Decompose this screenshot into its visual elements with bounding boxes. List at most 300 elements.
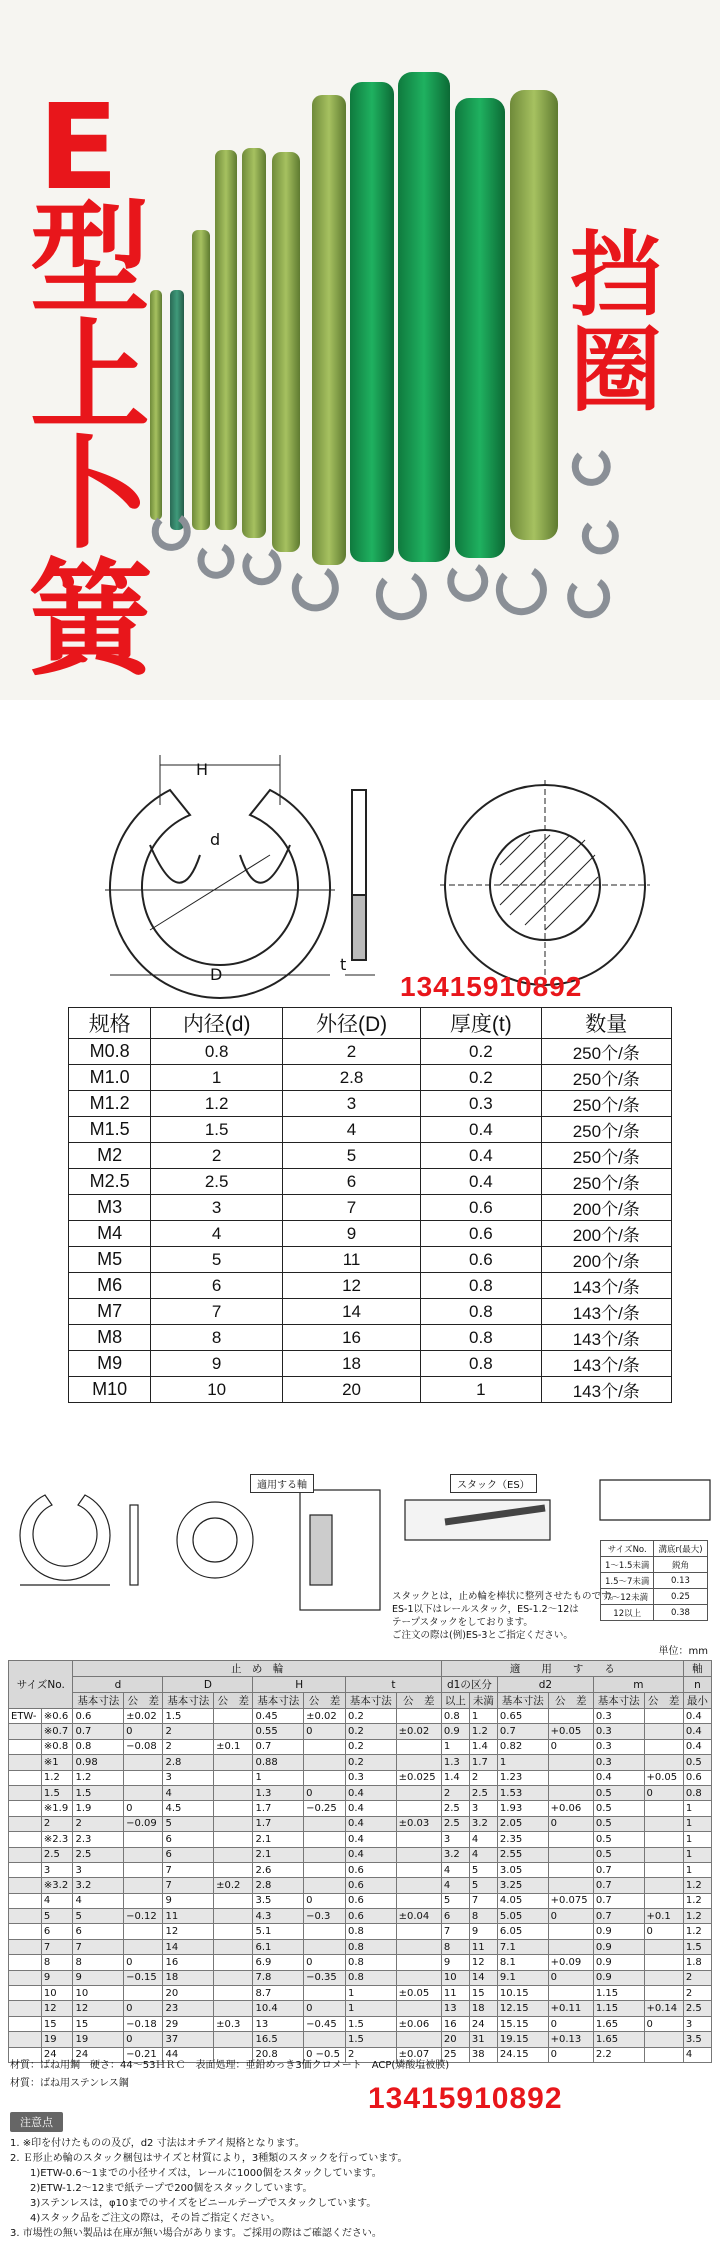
jp-table-cell: 0.5 bbox=[593, 1832, 644, 1847]
jp-table-cell bbox=[9, 1785, 42, 1800]
jp-table-row bbox=[9, 1739, 712, 1754]
spec-cell: 7 bbox=[151, 1299, 283, 1325]
jp-table-cell: 8 bbox=[73, 1955, 124, 1970]
jp-table-cell bbox=[644, 1862, 683, 1877]
groove-radius-table bbox=[600, 1540, 708, 1621]
jp-table-cell: 14 bbox=[163, 1939, 214, 1954]
jp-dimension-table bbox=[8, 1660, 712, 2063]
jp-table-cell bbox=[124, 1939, 163, 1954]
jp-table-cell: 20 bbox=[163, 1986, 214, 2001]
mini-cell: 1.5～7未満 bbox=[601, 1573, 654, 1589]
jp-table-cell: 2.5 bbox=[683, 2001, 711, 2016]
jp-table-cell: 2.5 bbox=[73, 1847, 124, 1862]
spec-cell: 250个/条 bbox=[541, 1065, 671, 1091]
jp-table-cell: 9 bbox=[469, 1924, 497, 1939]
jp-table-cell: 3.05 bbox=[497, 1862, 548, 1877]
jp-cell-header: 公 差 bbox=[644, 1693, 683, 1709]
jp-table-cell bbox=[396, 1739, 441, 1754]
label-H: H bbox=[196, 760, 209, 779]
jp-table-cell: 0.9 bbox=[441, 1724, 469, 1739]
spec-cell: 250个/条 bbox=[541, 1169, 671, 1195]
spec-row bbox=[69, 1117, 672, 1143]
jp-table-row bbox=[9, 1847, 712, 1862]
jp-table-cell: 0.88 bbox=[253, 1755, 304, 1770]
jp-table-cell bbox=[396, 2001, 441, 2016]
jp-table-cell: 7.1 bbox=[497, 1939, 548, 1954]
spec-cell: 10 bbox=[151, 1377, 283, 1403]
jp-table-row bbox=[9, 2001, 712, 2016]
jp-table-cell: 3.25 bbox=[497, 1878, 548, 1893]
spec-cell: 6 bbox=[151, 1273, 283, 1299]
jp-table-cell: 11 bbox=[441, 1986, 469, 2001]
jp-table-cell bbox=[214, 1893, 253, 1908]
spec-cell: 143个/条 bbox=[541, 1377, 671, 1403]
jp-table-cell: 1.2 bbox=[41, 1770, 73, 1785]
jp-table-cell: 15.15 bbox=[497, 2016, 548, 2031]
jp-table-cell: 0.5 bbox=[593, 1801, 644, 1816]
jp-table-cell bbox=[548, 1862, 593, 1877]
spec-cell: 2 bbox=[151, 1143, 283, 1169]
mini-header: サイズNo. bbox=[601, 1541, 654, 1557]
jp-table-cell bbox=[124, 1785, 163, 1800]
jp-table-cell: 0.8 bbox=[683, 1785, 711, 1800]
jp-table-cell: ±0.06 bbox=[396, 2016, 441, 2031]
jp-table-cell: 3.5 bbox=[683, 2032, 711, 2047]
jp-table-cell: 20 bbox=[441, 2032, 469, 2047]
label-d: d bbox=[210, 830, 221, 849]
jp-table-cell: 1.4 bbox=[441, 1770, 469, 1785]
jp-table-cell: 0.6 bbox=[345, 1878, 396, 1893]
jp-table-row bbox=[9, 1893, 712, 1908]
spec-cell: M2.5 bbox=[69, 1169, 151, 1195]
jp-table-cell bbox=[548, 1755, 593, 1770]
spec-cell: 143个/条 bbox=[541, 1273, 671, 1299]
jp-table-cell: −0.25 bbox=[304, 1801, 346, 1816]
jp-table-cell: 0.2 bbox=[345, 1739, 396, 1754]
spec-cell: 1.5 bbox=[151, 1117, 283, 1143]
jp-table-cell bbox=[396, 1955, 441, 1970]
jp-table-cell bbox=[124, 1832, 163, 1847]
jp-table-cell bbox=[548, 1847, 593, 1862]
jp-table-cell: 2 bbox=[41, 1816, 73, 1831]
jp-table-cell bbox=[644, 1955, 683, 1970]
jp-table-cell: 4.05 bbox=[497, 1893, 548, 1908]
jp-table-cell: 0.9 bbox=[593, 1970, 644, 1985]
spec-cell: 250个/条 bbox=[541, 1143, 671, 1169]
jp-table-cell: 0 −0.5 bbox=[304, 2047, 346, 2062]
jp-table-cell: 12.15 bbox=[497, 2001, 548, 2016]
jp-table-cell: 0 bbox=[548, 2016, 593, 2031]
jp-table-cell: 2 bbox=[73, 1816, 124, 1831]
jp-cell-header: 公 差 bbox=[214, 1693, 253, 1709]
jp-table-cell: −0.09 bbox=[124, 1816, 163, 1831]
jp-table-cell: 8 bbox=[41, 1955, 73, 1970]
jp-table-cell: 1 bbox=[345, 2001, 396, 2016]
jp-table-cell: 0.3 bbox=[593, 1724, 644, 1739]
jp-table-cell: 6.05 bbox=[497, 1924, 548, 1939]
jp-table-cell bbox=[214, 1939, 253, 1954]
jp-table-cell: 0.7 bbox=[497, 1724, 548, 1739]
jp-table-cell: 1.2 bbox=[683, 1909, 711, 1924]
jp-table-cell bbox=[304, 1770, 346, 1785]
jp-table-cell: 2 bbox=[441, 1785, 469, 1800]
jp-table-cell: 10 bbox=[441, 1970, 469, 1985]
jp-table-cell: 8.1 bbox=[497, 1955, 548, 1970]
jp-table-cell: 6 bbox=[73, 1924, 124, 1939]
jp-table-cell: 13 bbox=[253, 2016, 304, 2031]
jp-table-cell: 1.65 bbox=[593, 2016, 644, 2031]
spec-cell: 9 bbox=[282, 1221, 420, 1247]
jp-table-cell: 1.2 bbox=[683, 1878, 711, 1893]
jp-table-cell: 0.2 bbox=[345, 1724, 396, 1739]
label-stack: スタック（ES） bbox=[450, 1474, 537, 1493]
jp-table-cell: 8.7 bbox=[253, 1986, 304, 2001]
jp-table-cell: 0.98 bbox=[73, 1755, 124, 1770]
jp-table-cell: 7 bbox=[163, 1878, 214, 1893]
jp-table-cell: 4 bbox=[683, 2047, 711, 2062]
jp-table-cell bbox=[644, 1939, 683, 1954]
jp-cell-header: 公 差 bbox=[396, 1693, 441, 1709]
jp-table-cell: +0.09 bbox=[548, 1955, 593, 1970]
jp-table-row bbox=[9, 1816, 712, 1831]
spec-cell: 0.8 bbox=[421, 1299, 541, 1325]
jp-table-cell: 2.1 bbox=[253, 1847, 304, 1862]
jp-table-cell: ±0.3 bbox=[214, 2016, 253, 2031]
jp-table-cell: 1.2 bbox=[683, 1924, 711, 1939]
jp-cell-header: 基本寸法 bbox=[593, 1693, 644, 1709]
jp-table-cell bbox=[644, 1847, 683, 1862]
jp-table-cell bbox=[304, 1939, 346, 1954]
jp-table-cell: 2.05 bbox=[497, 1816, 548, 1831]
jp-table-cell bbox=[304, 1739, 346, 1754]
jp-table-cell: +0.075 bbox=[548, 1893, 593, 1908]
spec-row bbox=[69, 1299, 672, 1325]
jp-table-cell: 7 bbox=[469, 1893, 497, 1908]
jp-table-cell bbox=[548, 1986, 593, 2001]
jp-table-row bbox=[9, 1970, 712, 1985]
jp-table-cell: 20.8 bbox=[253, 2047, 304, 2062]
jp-table-cell: 2 bbox=[469, 1770, 497, 1785]
jp-table-cell bbox=[304, 1878, 346, 1893]
jp-table-cell: 0.8 bbox=[345, 1955, 396, 1970]
jp-table-cell: 24 bbox=[41, 2047, 73, 2062]
jp-table-cell bbox=[396, 1893, 441, 1908]
jp-table-cell: 0.7 bbox=[593, 1862, 644, 1877]
jp-table-cell: 4 bbox=[441, 1862, 469, 1877]
spec-row bbox=[69, 1325, 672, 1351]
jp-table-cell: 2.5 bbox=[441, 1816, 469, 1831]
spec-cell: 4 bbox=[151, 1221, 283, 1247]
jp-table-cell: 4 bbox=[73, 1893, 124, 1908]
jp-table-cell: 10.15 bbox=[497, 1986, 548, 2001]
jp-table-cell bbox=[396, 1878, 441, 1893]
jp-table-cell bbox=[304, 2032, 346, 2047]
jp-table-cell: 1 bbox=[683, 1832, 711, 1847]
jp-table-cell: 0.7 bbox=[593, 1893, 644, 1908]
spec-cell: 0.2 bbox=[421, 1039, 541, 1065]
jp-cell-header: 公 差 bbox=[304, 1693, 346, 1709]
jp-table-cell: 5.1 bbox=[253, 1924, 304, 1939]
jp-table-cell: +0.1 bbox=[644, 1909, 683, 1924]
jp-table-cell: 9.1 bbox=[497, 1970, 548, 1985]
jp-table-cell: 5 bbox=[163, 1816, 214, 1831]
spec-cell: M0.8 bbox=[69, 1039, 151, 1065]
spec-row bbox=[69, 1065, 672, 1091]
jp-table-cell bbox=[9, 1862, 42, 1877]
spec-cell: 9 bbox=[151, 1351, 283, 1377]
jp-table-cell bbox=[214, 1785, 253, 1800]
jp-table-row bbox=[9, 1709, 712, 1724]
jp-table-cell bbox=[9, 2016, 42, 2031]
jp-table-cell: 5 bbox=[469, 1862, 497, 1877]
mini-cell: 0.38 bbox=[654, 1605, 707, 1621]
jp-table-cell: 0.55 bbox=[253, 1724, 304, 1739]
jp-sub-d2: d2 bbox=[497, 1677, 593, 1693]
jp-table-cell: 6.1 bbox=[253, 1939, 304, 1954]
jp-table-cell bbox=[9, 1924, 42, 1939]
jp-table-cell: ±0.2 bbox=[214, 1878, 253, 1893]
jp-table-cell bbox=[304, 1862, 346, 1877]
jp-table-cell: 19.15 bbox=[497, 2032, 548, 2047]
jp-table-cell: 2.3 bbox=[73, 1832, 124, 1847]
mini-cell: 鋭角 bbox=[654, 1557, 707, 1573]
jp-table-cell: −0.35 bbox=[304, 1970, 346, 1985]
jp-table-cell: 5.05 bbox=[497, 1909, 548, 1924]
jp-table-cell: 4 bbox=[441, 1878, 469, 1893]
jp-header-applicable: 適 用 す る bbox=[441, 1661, 683, 1677]
jp-table-cell: 1.2 bbox=[469, 1724, 497, 1739]
jp-table-cell: 1.5 bbox=[41, 1785, 73, 1800]
jp-sub-n: n bbox=[683, 1677, 711, 1693]
jp-table-cell: 9 bbox=[73, 1970, 124, 1985]
jp-table-cell: 0.4 bbox=[345, 1785, 396, 1800]
jp-table-cell: 1.7 bbox=[253, 1801, 304, 1816]
jp-table-cell: +0.05 bbox=[644, 1770, 683, 1785]
jp-header-ring: 止 め 輪 bbox=[73, 1661, 441, 1677]
jp-table-row bbox=[9, 1770, 712, 1785]
jp-table-cell bbox=[644, 1755, 683, 1770]
jp-table-cell: 0 bbox=[644, 1785, 683, 1800]
spec-cell: 0.4 bbox=[421, 1169, 541, 1195]
jp-table-cell: 8 bbox=[469, 1909, 497, 1924]
jp-table-cell: ETW- bbox=[9, 1709, 42, 1724]
jp-table-cell: 0 bbox=[304, 2001, 346, 2016]
jp-table-cell bbox=[644, 1832, 683, 1847]
jp-cell-header: 未満 bbox=[469, 1693, 497, 1709]
jp-table-cell: −0.21 bbox=[124, 2047, 163, 2062]
hero-side-char-2: 圈 bbox=[570, 317, 663, 424]
jp-table-cell: +0.05 bbox=[548, 1724, 593, 1739]
jp-table-cell: 7 bbox=[73, 1939, 124, 1954]
jp-table-cell: 0.7 bbox=[253, 1739, 304, 1754]
jp-table-cell: 7 bbox=[41, 1939, 73, 1954]
jp-table-cell bbox=[9, 1893, 42, 1908]
jp-table-cell: 0.8 bbox=[345, 1939, 396, 1954]
spec-cell: 250个/条 bbox=[541, 1091, 671, 1117]
jp-table-cell bbox=[9, 2032, 42, 2047]
jp-table-cell: +0.13 bbox=[548, 2032, 593, 2047]
jp-table-cell: 18 bbox=[163, 1970, 214, 1985]
jp-table-cell: 0.4 bbox=[683, 1724, 711, 1739]
jp-table-cell: 15 bbox=[41, 2016, 73, 2031]
jp-table-cell: 0.7 bbox=[593, 1909, 644, 1924]
jp-table-cell: 16 bbox=[441, 2016, 469, 2031]
jp-table-cell: 1.15 bbox=[593, 1986, 644, 2001]
note-line: 2. Ｅ形止め輪のスタック梱包はサイズと材質により，3種類のスタックを行っています。 bbox=[10, 2153, 408, 2164]
jp-table-cell bbox=[9, 1816, 42, 1831]
jp-table-cell: 2 bbox=[683, 1970, 711, 1985]
jp-table-cell: 12 bbox=[41, 2001, 73, 2016]
jp-table-row bbox=[9, 1785, 712, 1800]
note-line: 2)ETW-1.2～12まで紙テープで200個をスタックしています。 bbox=[10, 2183, 313, 2194]
jp-table-cell: 4 bbox=[163, 1785, 214, 1800]
jp-table-cell: 2.55 bbox=[497, 1847, 548, 1862]
spec-cell: 7 bbox=[282, 1195, 420, 1221]
jp-table-cell: 19 bbox=[73, 2032, 124, 2047]
jp-table-cell bbox=[396, 1970, 441, 1985]
dimension-diagram bbox=[0, 735, 720, 1005]
jp-table-cell: 0.7 bbox=[593, 1878, 644, 1893]
jp-table-cell: 2 bbox=[683, 1986, 711, 2001]
jp-table-cell: 44 bbox=[163, 2047, 214, 2062]
jp-table-row bbox=[9, 1862, 712, 1877]
jp-table-cell: 1 bbox=[253, 1770, 304, 1785]
jp-cell-header: 公 差 bbox=[124, 1693, 163, 1709]
mini-header: 溝底r(最大) bbox=[654, 1541, 707, 1557]
jp-table-cell: ※1 bbox=[41, 1755, 73, 1770]
jp-table-cell bbox=[124, 1893, 163, 1908]
jp-table-cell: 3.5 bbox=[253, 1893, 304, 1908]
jp-table-cell: 0 bbox=[548, 2047, 593, 2062]
spec-cell: M10 bbox=[69, 1377, 151, 1403]
notes-title-badge: 注意点 bbox=[10, 2112, 63, 2132]
stack-note-line: ご注文の際は(例)ES-3とご指定ください。 bbox=[392, 1630, 573, 1641]
spec-cell: 0.3 bbox=[421, 1091, 541, 1117]
spec-cell: 200个/条 bbox=[541, 1247, 671, 1273]
jp-table-row bbox=[9, 1909, 712, 1924]
jp-table-cell bbox=[304, 1986, 346, 2001]
jp-table-cell bbox=[644, 2032, 683, 2047]
stack-note bbox=[392, 1590, 619, 1642]
jp-table-cell: 5 bbox=[41, 1909, 73, 1924]
label-t: t bbox=[340, 955, 347, 974]
spec-cell: 0.6 bbox=[421, 1221, 541, 1247]
hero-side-char-1: 挡 bbox=[570, 222, 663, 329]
jp-table-cell: 0.6 bbox=[345, 1862, 396, 1877]
jp-table-cell: 7.8 bbox=[253, 1970, 304, 1985]
jp-table-cell: 3 bbox=[41, 1862, 73, 1877]
spec-cell: 5 bbox=[282, 1143, 420, 1169]
jp-table-cell: 0.6 bbox=[683, 1770, 711, 1785]
jp-table-cell: 0.5 bbox=[683, 1755, 711, 1770]
spec-cell: 3 bbox=[282, 1091, 420, 1117]
jp-table-cell bbox=[548, 1709, 593, 1724]
jp-table-cell: 1.23 bbox=[497, 1770, 548, 1785]
jp-table-cell: 25 bbox=[441, 2047, 469, 2062]
spec-cell: 1 bbox=[421, 1377, 541, 1403]
jp-table-cell: 1.65 bbox=[593, 2032, 644, 2047]
spec-cell: 2.8 bbox=[282, 1065, 420, 1091]
jp-table-cell: 0 bbox=[548, 1739, 593, 1754]
jp-table-cell: 9 bbox=[441, 1955, 469, 1970]
jp-table-cell: −0.12 bbox=[124, 1909, 163, 1924]
jp-table-cell bbox=[214, 1986, 253, 2001]
spec-cell: M8 bbox=[69, 1325, 151, 1351]
product-photo bbox=[0, 0, 720, 700]
jp-table-cell: +0.14 bbox=[644, 2001, 683, 2016]
jp-table-cell: 0.9 bbox=[593, 1955, 644, 1970]
spec-cell: M1.5 bbox=[69, 1117, 151, 1143]
jp-table-row bbox=[9, 2016, 712, 2031]
spec-cell: M1.0 bbox=[69, 1065, 151, 1091]
spec-row bbox=[69, 1169, 672, 1195]
jp-table-cell: 0.82 bbox=[497, 1739, 548, 1754]
jp-table-cell bbox=[214, 1832, 253, 1847]
jp-table-cell: 2 bbox=[163, 1739, 214, 1754]
jp-table-cell: −0.45 bbox=[304, 2016, 346, 2031]
jp-table-row bbox=[9, 1755, 712, 1770]
jp-table-cell: 11 bbox=[163, 1909, 214, 1924]
jp-table-cell: ※3.2 bbox=[41, 1878, 73, 1893]
jp-table-cell: 15 bbox=[73, 2016, 124, 2031]
jp-table-cell: 15 bbox=[469, 1986, 497, 2001]
jp-table-cell: 1 bbox=[683, 1862, 711, 1877]
jp-table-cell bbox=[9, 1770, 42, 1785]
jp-table-cell bbox=[124, 1770, 163, 1785]
spec-header-row bbox=[69, 1008, 672, 1039]
hero-title-char-5: 簧 bbox=[28, 548, 153, 693]
jp-table-cell bbox=[9, 1832, 42, 1847]
jp-table-cell bbox=[396, 1755, 441, 1770]
jp-table-cell: 10.4 bbox=[253, 2001, 304, 2016]
jp-table-cell: −0.18 bbox=[124, 2016, 163, 2031]
jp-table-cell: 19 bbox=[41, 2032, 73, 2047]
jp-table-cell: ※0.7 bbox=[41, 1724, 73, 1739]
jp-table-cell bbox=[214, 1755, 253, 1770]
spec-cell: 143个/条 bbox=[541, 1299, 671, 1325]
jp-sub-d: d bbox=[73, 1677, 163, 1693]
hero-title-char-4: 卜 bbox=[30, 426, 150, 565]
jp-table-cell: 16 bbox=[163, 1955, 214, 1970]
mini-cell: 1～1.5未満 bbox=[601, 1557, 654, 1573]
jp-cell-header: 基本寸法 bbox=[163, 1693, 214, 1709]
jp-table-cell: 0 bbox=[644, 2016, 683, 2031]
spec-cell: 0.8 bbox=[151, 1039, 283, 1065]
spec-cell: 2.5 bbox=[151, 1169, 283, 1195]
spec-row bbox=[69, 1351, 672, 1377]
jp-table-cell: 1.93 bbox=[497, 1801, 548, 1816]
jp-table-cell: 0.7 bbox=[73, 1724, 124, 1739]
spec-cell: M6 bbox=[69, 1273, 151, 1299]
jp-table-cell: −0.3 bbox=[304, 1909, 346, 1924]
jp-cell-header: 基本寸法 bbox=[73, 1693, 124, 1709]
jp-table-cell: ±0.03 bbox=[396, 1816, 441, 1831]
jp-table-cell bbox=[548, 1770, 593, 1785]
jp-table-cell bbox=[548, 1832, 593, 1847]
spec-cell: 11 bbox=[282, 1247, 420, 1273]
jp-table-cell: 0.6 bbox=[73, 1709, 124, 1724]
jp-table-cell: 10 bbox=[73, 1986, 124, 2001]
jp-table-cell: 0 bbox=[644, 1924, 683, 1939]
jp-table-cell: 0.3 bbox=[345, 1770, 396, 1785]
jp-cell-header: 以上 bbox=[441, 1693, 469, 1709]
jp-table-cell bbox=[396, 1801, 441, 1816]
jp-table-cell: ※0.8 bbox=[41, 1739, 73, 1754]
jp-sub-t: t bbox=[345, 1677, 441, 1693]
jp-table-cell: 1 bbox=[345, 1986, 396, 2001]
spec-cell: 143个/条 bbox=[541, 1325, 671, 1351]
jp-table-cell bbox=[9, 2001, 42, 2016]
